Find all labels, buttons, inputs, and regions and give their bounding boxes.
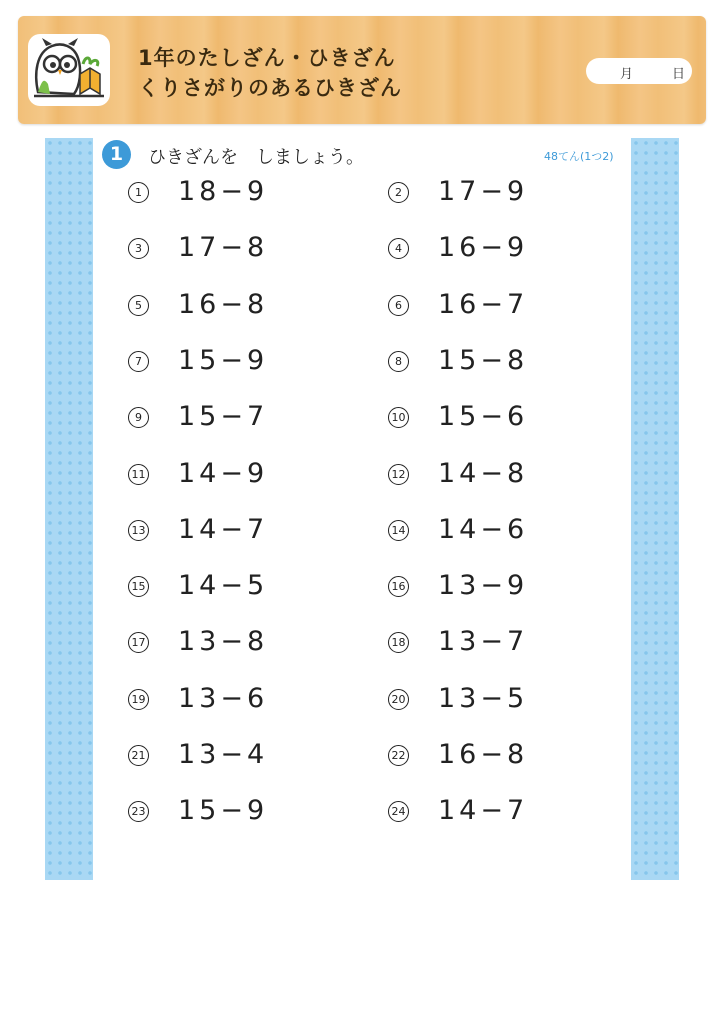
- problem-expression: 15−9: [178, 795, 269, 827]
- problem-expression: 15−8: [438, 344, 529, 376]
- problem-number: 17: [128, 632, 149, 653]
- problem-expression: 17−9: [438, 176, 529, 207]
- problem-expression: 14−5: [178, 570, 269, 602]
- problem-expression: 13−8: [178, 626, 269, 658]
- problem-number: 6: [388, 295, 409, 316]
- problem-number: 2: [388, 182, 409, 203]
- section-number-badge: 1: [102, 140, 131, 169]
- problem-expression: 14−8: [438, 457, 529, 489]
- problem-expression: 17−8: [178, 232, 269, 264]
- problem-number: 16: [388, 576, 409, 597]
- problem-expression: 16−8: [178, 288, 269, 320]
- problem-number: 11: [128, 464, 149, 485]
- problem-number: 15: [128, 576, 149, 597]
- problem-expression: 13−7: [438, 626, 529, 658]
- date-day-label: 日: [672, 67, 686, 82]
- worksheet-header: [18, 16, 706, 124]
- problem-expression: 14−9: [178, 457, 269, 489]
- date-month-label: 月: [620, 67, 634, 82]
- problem-number: 4: [388, 238, 409, 259]
- owl-book-icon: [28, 34, 110, 106]
- problem-number: 13: [128, 520, 149, 541]
- problem-expression: 13−9: [438, 570, 529, 602]
- worksheet-title-line1: 1年のたしざん・ひきざん: [138, 46, 396, 70]
- left-decorative-stripe: [45, 138, 93, 880]
- problem-number: 5: [128, 295, 149, 316]
- problem-number: 7: [128, 351, 149, 372]
- problem-expression: 16−9: [438, 232, 529, 264]
- problem-number: 21: [128, 745, 149, 766]
- date-field: [586, 58, 692, 84]
- problem-number: 10: [388, 407, 409, 428]
- problem-expression: 16−7: [438, 288, 529, 320]
- problem-number: 8: [388, 351, 409, 372]
- problem-expression: 13−6: [178, 682, 269, 714]
- problem-expression: 13−5: [438, 682, 529, 714]
- problem-number: 24: [388, 801, 409, 822]
- section-instruction: ひきざんを しましょう。: [148, 147, 364, 168]
- worksheet-title-line2: くりさがりのあるひきざん: [138, 76, 402, 100]
- problem-expression: 14−6: [438, 513, 529, 545]
- problem-number: 23: [128, 801, 149, 822]
- problem-number: 14: [388, 520, 409, 541]
- problem-expression: 14−7: [438, 795, 529, 827]
- problem-number: 1: [128, 182, 149, 203]
- problem-number: 22: [388, 745, 409, 766]
- problem-number: 3: [128, 238, 149, 259]
- problem-expression: 13−4: [178, 739, 269, 770]
- problem-expression: 16−8: [438, 739, 529, 770]
- problem-expression: 15−7: [178, 401, 269, 433]
- section-points: 48てん(1つ2): [544, 150, 614, 163]
- right-decorative-stripe: [631, 138, 679, 880]
- problem-number: 19: [128, 689, 149, 710]
- problem-number: 20: [388, 689, 409, 710]
- problem-expression: 18−9: [178, 176, 269, 207]
- problem-number: 12: [388, 464, 409, 485]
- problem-expression: 15−9: [178, 344, 269, 376]
- problem-number: 9: [128, 407, 149, 428]
- problem-number: 18: [388, 632, 409, 653]
- problem-expression: 14−7: [178, 513, 269, 545]
- problem-expression: 15−6: [438, 401, 529, 433]
